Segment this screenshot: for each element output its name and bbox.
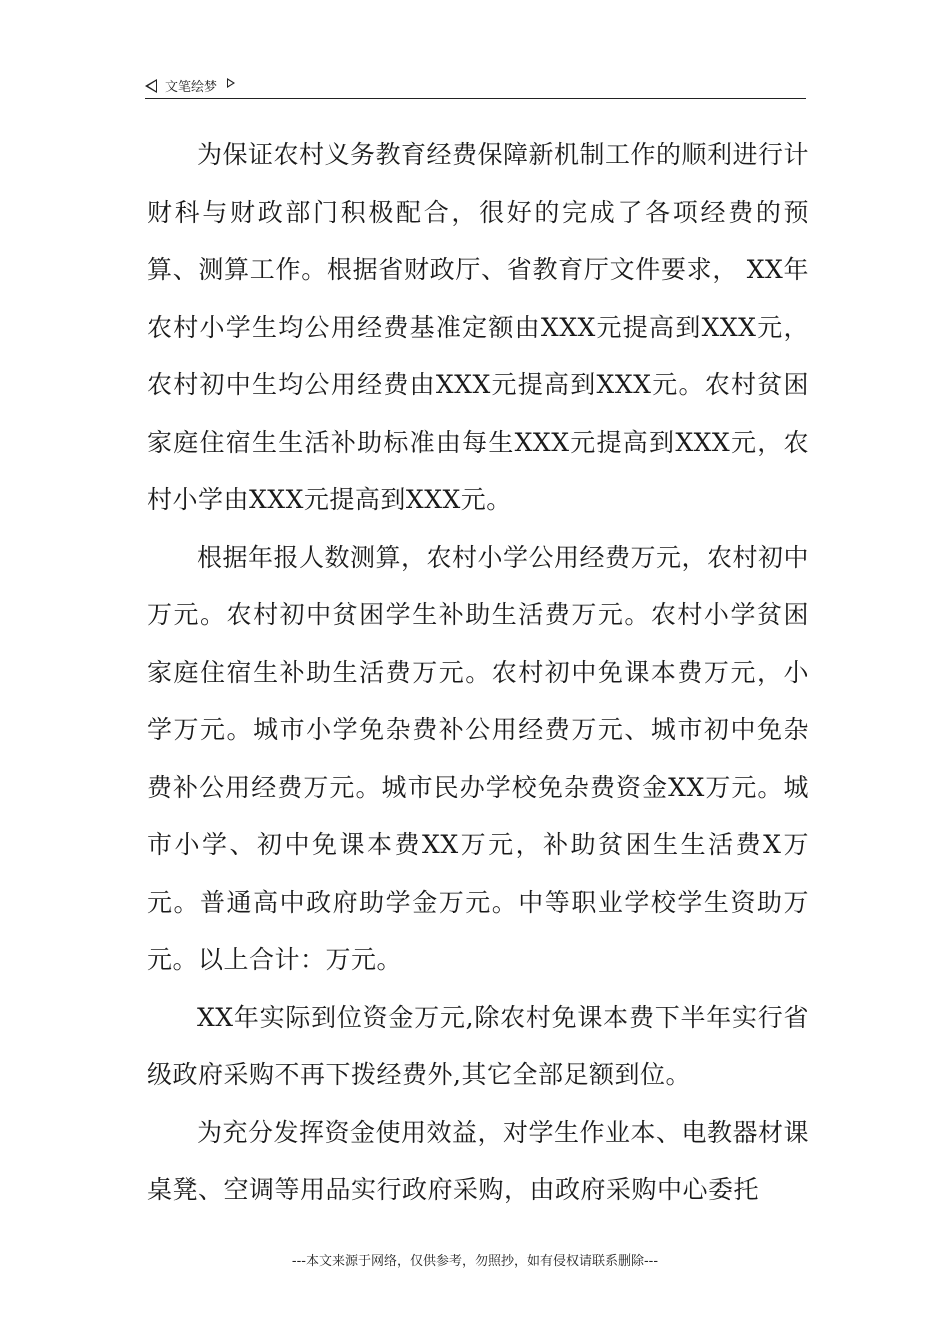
paragraph-4: 为充分发挥资金使用效益，对学生作业本、电教器材课桌凳、空调等用品实行政府采购，由政府采购中心委托 (147, 1117, 810, 1204)
page-header (145, 72, 806, 99)
triangle-left-icon (145, 79, 157, 93)
paragraph-1: 为保证农村义务教育经费保障新机制工作的顺利进行计财科与财政部门积极配合，很好的完成了各项经费的预算、测算工作。根据省财政厅、省教育厅文件要求， XX年农村小学生均公用经费基准定额由XXX元提高到XXX元，农村初中生均公用经费由XXX元提高到XXX元。农村贫困家庭住宿生生活补助标准由每生XXX元提高到XXX元，农村小学由XXX元提高到XXX元。 (147, 140, 810, 514)
paragraph-2: 根据年报人数测算，农村小学公用经费万元，农村初中万元。农村初中贫困学生补助生活费万元。农村小学贫困家庭住宿生补助生活费万元。农村初中免课本费万元，小学万元。城市小学免杂费补公用经费万元、城市初中免杂费补公用经费万元。城市民办学校免杂费资金XX万元。城市小学、初中免课本费XX万元，补助贫困生生活费X万元。普通高中政府助学金万元。中等职业学校学生资助万元。以上合计：万元。 (147, 542, 810, 974)
page-footer: ---本文来源于网络，仅供参考，勿照抄，如有侵权请联系删除--- (291, 1254, 659, 1269)
header-bar (145, 76, 235, 95)
paragraph-3: XX年实际到位资金万元,除农村免课本费下半年实行省级政府采购不再下拨经费外,其它全部足额到位。 (147, 1002, 809, 1089)
header-title: 文笔绘梦 (165, 80, 218, 95)
document-body (147, 126, 809, 1219)
triangle-right-icon (227, 78, 235, 88)
